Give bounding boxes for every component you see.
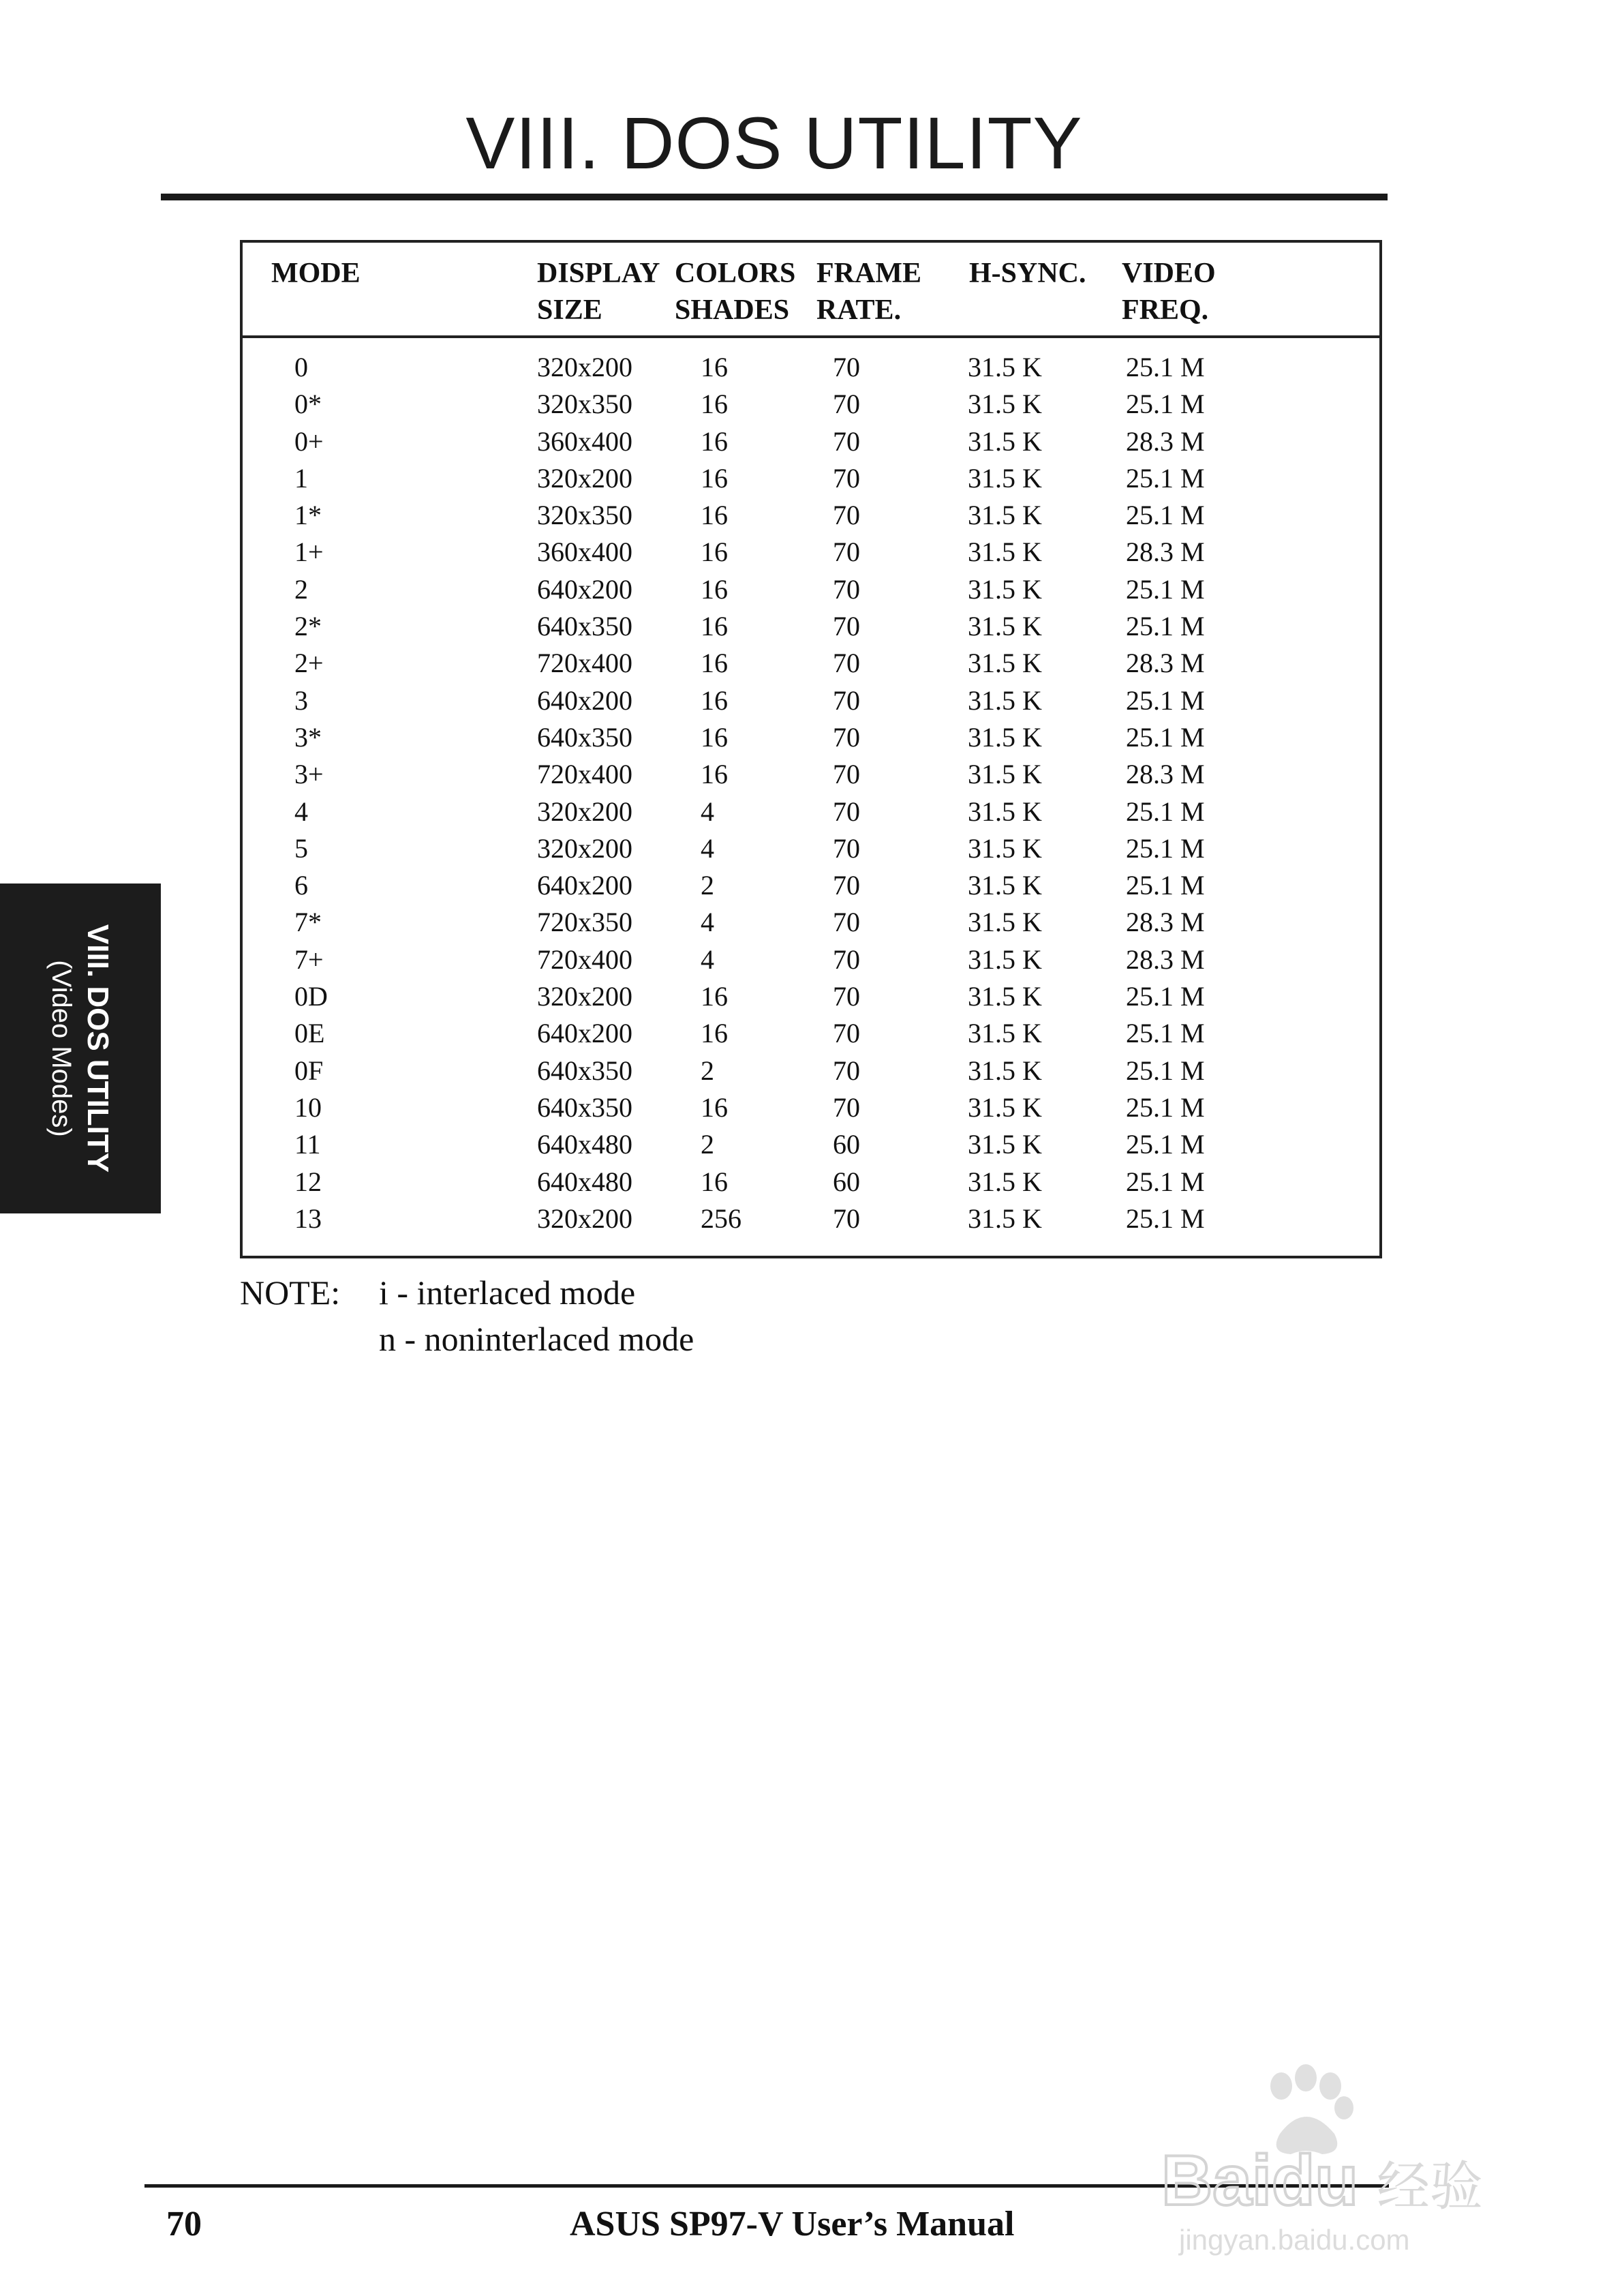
cell-frame-rate: 70	[833, 573, 860, 605]
header-video-line1: VIDEO	[1122, 258, 1216, 289]
cell-video-freq: 25.1 M	[1126, 1018, 1205, 1049]
cell-mode: 1*	[294, 500, 322, 531]
cell-h-sync: 31.5 K	[968, 648, 1042, 679]
cell-h-sync: 31.5 K	[968, 981, 1042, 1012]
cell-video-freq: 25.1 M	[1126, 1166, 1205, 1197]
cell-frame-rate: 70	[833, 537, 860, 568]
cell-mode: 7+	[294, 943, 324, 975]
cell-display-size: 320x200	[537, 462, 632, 494]
cell-mode: 6	[294, 870, 308, 901]
table-row	[0, 794, 1622, 830]
cell-display-size: 640x200	[537, 573, 632, 605]
cell-colors: 2	[701, 1129, 714, 1160]
cell-display-size: 320x200	[537, 352, 632, 382]
cell-mode: 11	[294, 1129, 321, 1160]
cell-colors: 16	[701, 573, 728, 605]
cell-h-sync: 31.5 K	[968, 389, 1042, 420]
cell-video-freq: 25.1 M	[1126, 611, 1205, 642]
cell-frame-rate: 70	[833, 1091, 860, 1123]
table-row	[0, 941, 1622, 978]
cell-video-freq: 25.1 M	[1126, 721, 1205, 753]
table-row	[0, 867, 1622, 904]
cell-video-freq: 25.1 M	[1126, 796, 1205, 827]
table-header-divider	[243, 335, 1379, 338]
cell-frame-rate: 70	[833, 352, 860, 382]
table-row	[0, 1053, 1622, 1089]
watermark-service: 经验	[1377, 2156, 1484, 2218]
cell-mode: 4	[294, 796, 308, 827]
cell-colors: 16	[701, 1166, 728, 1197]
cell-display-size: 320x200	[537, 1203, 632, 1234]
cell-h-sync: 31.5 K	[968, 500, 1042, 531]
cell-mode: 0*	[294, 389, 322, 420]
cell-video-freq: 25.1 M	[1126, 462, 1205, 494]
cell-frame-rate: 70	[833, 1018, 860, 1049]
cell-mode: 10	[294, 1091, 322, 1123]
cell-display-size: 640x350	[537, 611, 632, 642]
cell-display-size: 640x350	[537, 1091, 632, 1123]
cell-colors: 16	[701, 537, 728, 568]
cell-h-sync: 31.5 K	[968, 537, 1042, 568]
cell-colors: 16	[701, 1091, 728, 1123]
cell-display-size: 640x350	[537, 721, 632, 753]
cell-colors: 4	[701, 832, 714, 864]
cell-video-freq: 25.1 M	[1126, 832, 1205, 864]
cell-frame-rate: 70	[833, 759, 860, 790]
header-colors-shades	[675, 255, 795, 329]
cell-display-size: 640x480	[537, 1166, 632, 1197]
table-row	[0, 1089, 1622, 1126]
cell-frame-rate: 70	[833, 425, 860, 457]
table-row	[0, 682, 1622, 719]
header-display-size	[537, 255, 660, 329]
table-row	[0, 571, 1622, 608]
cell-h-sync: 31.5 K	[968, 1091, 1042, 1123]
manual-title: ASUS SP97-V User’s Manual	[570, 2205, 1015, 2244]
cell-colors: 2	[701, 1055, 714, 1086]
table-row	[0, 1164, 1622, 1200]
cell-video-freq: 25.1 M	[1126, 981, 1205, 1012]
cell-mode: 13	[294, 1203, 322, 1234]
header-hsync-line1: H-SYNC.	[969, 258, 1086, 289]
cell-video-freq: 25.1 M	[1126, 389, 1205, 420]
header-frame-line1: FRAME	[816, 258, 921, 289]
cell-display-size: 640x200	[537, 870, 632, 901]
header-colors-line1: COLORS	[675, 258, 796, 289]
cell-h-sync: 31.5 K	[968, 684, 1042, 716]
cell-colors: 16	[701, 352, 728, 382]
cell-video-freq: 28.3 M	[1126, 907, 1205, 938]
table-row	[0, 1126, 1622, 1163]
cell-display-size: 720x400	[537, 759, 632, 790]
cell-video-freq: 25.1 M	[1126, 1129, 1205, 1160]
table-row	[0, 830, 1622, 867]
cell-frame-rate: 60	[833, 1166, 860, 1197]
header-frame-rate	[816, 255, 921, 329]
cell-mode: 3*	[294, 721, 322, 753]
cell-video-freq: 25.1 M	[1126, 1203, 1205, 1234]
cell-colors: 16	[701, 648, 728, 679]
cell-h-sync: 31.5 K	[968, 796, 1042, 827]
header-mode	[271, 255, 361, 292]
table-row	[0, 1200, 1622, 1237]
cell-h-sync: 31.5 K	[968, 352, 1042, 382]
cell-display-size: 640x200	[537, 684, 632, 716]
cell-frame-rate: 70	[833, 684, 860, 716]
cell-video-freq: 25.1 M	[1126, 573, 1205, 605]
note-line-noninterlaced: n - noninterlaced mode	[379, 1320, 694, 1358]
note-line-interlaced: i - interlaced mode	[379, 1273, 636, 1312]
page-number: 70	[166, 2205, 202, 2244]
cell-display-size: 320x200	[537, 832, 632, 864]
cell-colors: 16	[701, 462, 728, 494]
cell-display-size: 640x480	[537, 1129, 632, 1160]
table-row	[0, 904, 1622, 941]
cell-video-freq: 25.1 M	[1126, 870, 1205, 901]
note-label: NOTE:	[240, 1273, 341, 1312]
page-title: VIII. DOS UTILITY	[465, 102, 1083, 184]
cell-colors: 16	[701, 981, 728, 1012]
cell-display-size: 720x350	[537, 907, 632, 938]
cell-frame-rate: 70	[833, 462, 860, 494]
cell-h-sync: 31.5 K	[968, 573, 1042, 605]
cell-frame-rate: 70	[833, 1203, 860, 1234]
header-display-line2: SIZE	[537, 294, 602, 326]
cell-mode: 0	[294, 352, 308, 382]
side-tab-subtitle: (Video Modes)	[46, 960, 76, 1137]
cell-video-freq: 28.3 M	[1126, 537, 1205, 568]
cell-frame-rate: 70	[833, 981, 860, 1012]
table-row	[0, 1015, 1622, 1052]
cell-display-size: 640x350	[537, 1055, 632, 1086]
cell-h-sync: 31.5 K	[968, 1129, 1042, 1160]
cell-frame-rate: 70	[833, 389, 860, 420]
cell-video-freq: 25.1 M	[1126, 500, 1205, 531]
cell-mode: 7*	[294, 907, 322, 938]
cell-video-freq: 28.3 M	[1126, 648, 1205, 679]
cell-h-sync: 31.5 K	[968, 943, 1042, 975]
cell-h-sync: 31.5 K	[968, 611, 1042, 642]
cell-display-size: 360x400	[537, 537, 632, 568]
cell-h-sync: 31.5 K	[968, 907, 1042, 938]
cell-colors: 16	[701, 684, 728, 716]
table-row	[0, 608, 1622, 645]
table-row	[0, 497, 1622, 534]
header-frame-line2: RATE.	[816, 294, 902, 326]
baidu-jingyan-watermark	[1152, 2059, 1533, 2263]
cell-frame-rate: 70	[833, 1055, 860, 1086]
header-h-sync	[969, 255, 1086, 292]
table-row	[0, 460, 1622, 497]
cell-colors: 16	[701, 389, 728, 420]
cell-frame-rate: 70	[833, 832, 860, 864]
cell-frame-rate: 70	[833, 943, 860, 975]
cell-colors: 256	[701, 1203, 741, 1234]
cell-h-sync: 31.5 K	[968, 1203, 1042, 1234]
cell-h-sync: 31.5 K	[968, 832, 1042, 864]
title-rule	[161, 194, 1388, 200]
cell-h-sync: 31.5 K	[968, 1055, 1042, 1086]
table-row	[0, 719, 1622, 756]
cell-h-sync: 31.5 K	[968, 425, 1042, 457]
watermark-brand: Baidu	[1161, 2141, 1358, 2220]
cell-colors: 16	[701, 611, 728, 642]
cell-frame-rate: 70	[833, 796, 860, 827]
cell-colors: 4	[701, 943, 714, 975]
side-tab-title: VIII. DOS UTILITY	[81, 924, 114, 1173]
cell-frame-rate: 70	[833, 721, 860, 753]
cell-colors: 4	[701, 907, 714, 938]
cell-h-sync: 31.5 K	[968, 721, 1042, 753]
table-row	[0, 349, 1622, 386]
header-video-line2: FREQ.	[1122, 294, 1209, 326]
cell-mode: 3+	[294, 759, 324, 790]
header-display-line1: DISPLAY	[537, 258, 660, 289]
cell-display-size: 640x200	[537, 1018, 632, 1049]
table-row	[0, 645, 1622, 682]
cell-h-sync: 31.5 K	[968, 870, 1042, 901]
cell-colors: 16	[701, 1018, 728, 1049]
cell-frame-rate: 70	[833, 870, 860, 901]
cell-display-size: 320x350	[537, 500, 632, 531]
cell-video-freq: 25.1 M	[1126, 352, 1205, 382]
cell-h-sync: 31.5 K	[968, 759, 1042, 790]
cell-video-freq: 28.3 M	[1126, 759, 1205, 790]
cell-mode: 0E	[294, 1018, 325, 1049]
header-video-freq	[1122, 255, 1216, 329]
cell-frame-rate: 70	[833, 500, 860, 531]
watermark-url: jingyan.baidu.com	[1179, 2224, 1410, 2256]
cell-display-size: 720x400	[537, 943, 632, 975]
table-row	[0, 756, 1622, 793]
cell-mode: 2+	[294, 648, 324, 679]
cell-frame-rate: 70	[833, 611, 860, 642]
cell-video-freq: 25.1 M	[1126, 1091, 1205, 1123]
table-body	[0, 349, 1622, 1237]
cell-colors: 2	[701, 870, 714, 901]
cell-display-size: 360x400	[537, 425, 632, 457]
cell-display-size: 320x200	[537, 796, 632, 827]
cell-h-sync: 31.5 K	[968, 1166, 1042, 1197]
cell-mode: 3	[294, 684, 308, 716]
cell-frame-rate: 70	[833, 648, 860, 679]
cell-mode: 2*	[294, 611, 322, 642]
cell-video-freq: 25.1 M	[1126, 684, 1205, 716]
cell-mode: 0F	[294, 1055, 324, 1086]
cell-colors: 16	[701, 759, 728, 790]
cell-colors: 4	[701, 796, 714, 827]
cell-mode: 1	[294, 462, 308, 494]
cell-colors: 16	[701, 425, 728, 457]
cell-h-sync: 31.5 K	[968, 1018, 1042, 1049]
cell-mode: 0D	[294, 981, 328, 1012]
table-row	[0, 978, 1622, 1015]
cell-video-freq: 28.3 M	[1126, 943, 1205, 975]
cell-display-size: 320x350	[537, 389, 632, 420]
cell-frame-rate: 60	[833, 1129, 860, 1160]
table-row	[0, 423, 1622, 460]
cell-colors: 16	[701, 500, 728, 531]
table-row	[0, 386, 1622, 423]
cell-video-freq: 28.3 M	[1126, 425, 1205, 457]
cell-display-size: 320x200	[537, 981, 632, 1012]
cell-h-sync: 31.5 K	[968, 462, 1042, 494]
cell-colors: 16	[701, 721, 728, 753]
cell-mode: 5	[294, 832, 308, 864]
cell-mode: 1+	[294, 537, 324, 568]
cell-frame-rate: 70	[833, 907, 860, 938]
cell-mode: 2	[294, 573, 308, 605]
table-row	[0, 534, 1622, 571]
cell-video-freq: 25.1 M	[1126, 1055, 1205, 1086]
note	[240, 1269, 636, 1316]
header-colors-line2: SHADES	[675, 294, 790, 326]
header-mode-line1: MODE	[271, 258, 361, 289]
cell-mode: 0+	[294, 425, 324, 457]
cell-display-size: 720x400	[537, 648, 632, 679]
cell-mode: 12	[294, 1166, 322, 1197]
